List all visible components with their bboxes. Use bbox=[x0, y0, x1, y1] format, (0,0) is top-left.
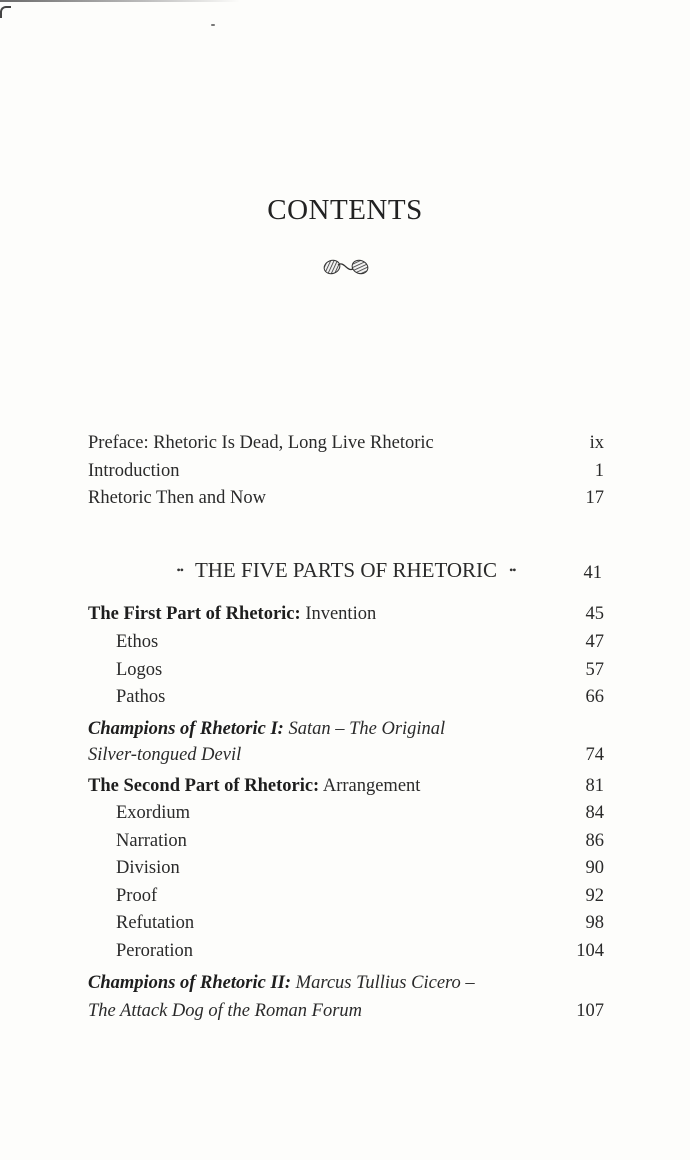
toc-subentry-pathos bbox=[116, 684, 604, 710]
toc-page-number: 81 bbox=[585, 776, 604, 796]
page-title: CONTENTS bbox=[267, 194, 423, 226]
toc-entry-title-line1 bbox=[88, 970, 475, 996]
toc-subentry-exordium bbox=[116, 800, 604, 826]
toc-page-number: 1 bbox=[594, 461, 604, 481]
toc-page-number: 45 bbox=[585, 604, 604, 624]
champion-label: Champions of Rhetoric I: bbox=[88, 719, 284, 739]
toc-subentry-division bbox=[116, 855, 604, 881]
toc-entry-title-line2: Silver-tongued Devil bbox=[88, 745, 242, 765]
toc-entry-title bbox=[88, 773, 420, 799]
toc-entry-title: Rhetoric Then and Now bbox=[88, 488, 266, 508]
toc-page-number: 84 bbox=[585, 803, 604, 823]
toc-entry-title: Peroration bbox=[116, 941, 194, 961]
champion-title: Marcus Tullius Cicero – bbox=[295, 973, 475, 993]
toc-entry-title-line2: The Attack Dog of the Roman Forum bbox=[88, 1001, 363, 1021]
part-label: The Second Part of Rhetoric: bbox=[88, 776, 320, 796]
toc-page-number: 86 bbox=[585, 831, 604, 851]
toc-entry-preface bbox=[88, 430, 604, 456]
toc-entry-title: Proof bbox=[116, 886, 158, 906]
toc-page-number: 90 bbox=[585, 858, 604, 878]
toc-subentry-ethos bbox=[116, 629, 604, 655]
part-title: Arrangement bbox=[322, 776, 421, 796]
toc-page-number: 107 bbox=[576, 1001, 604, 1021]
print-speck bbox=[211, 24, 215, 26]
toc-entry-first-part bbox=[88, 601, 604, 627]
toc-page-number: ix bbox=[589, 433, 604, 453]
toc-entry-then-and-now bbox=[88, 485, 604, 511]
toc-subentry-narration bbox=[116, 828, 604, 854]
toc-page-number: 57 bbox=[585, 660, 604, 680]
champion-title: Satan – The Original bbox=[288, 719, 446, 739]
toc-entry-champion-2 bbox=[88, 970, 604, 1026]
toc-page-number: 104 bbox=[576, 941, 604, 961]
toc-page-number: 17 bbox=[585, 488, 604, 508]
leaf-ornament-icon: •• bbox=[509, 563, 516, 577]
page-corner-mark bbox=[0, 6, 11, 18]
toc-entry-title: Ethos bbox=[116, 632, 159, 652]
part-heading-title: THE FIVE PARTS OF RHETORIC bbox=[194, 558, 498, 582]
toc-entry-title: Logos bbox=[116, 660, 163, 680]
part-label: The First Part of Rhetoric: bbox=[88, 604, 301, 624]
toc-entry-second-part bbox=[88, 773, 604, 799]
toc-entry-title: Narration bbox=[116, 831, 187, 851]
fleuron-icon bbox=[320, 256, 372, 278]
page-edge bbox=[0, 0, 240, 2]
toc-page-number: 98 bbox=[585, 913, 604, 933]
toc-entry-champion-1 bbox=[88, 716, 604, 772]
toc-page-number: 66 bbox=[585, 687, 604, 707]
toc-page-number: 92 bbox=[585, 886, 604, 906]
toc-entry-title: Introduction bbox=[88, 461, 180, 481]
toc-entry-title: Preface: Rhetoric Is Dead, Long Live Rhetoric bbox=[88, 433, 434, 453]
toc-entry-title: Division bbox=[116, 858, 180, 878]
part-title: Invention bbox=[305, 604, 377, 624]
toc-entry-title-line1 bbox=[88, 716, 445, 742]
toc-entry-title: Exordium bbox=[116, 803, 190, 823]
toc-entry-introduction bbox=[88, 458, 604, 484]
toc-subentry-peroration bbox=[116, 938, 604, 964]
toc-subentry-logos bbox=[116, 657, 604, 683]
leaf-ornament-icon: •• bbox=[176, 563, 183, 577]
toc-entry-title: Pathos bbox=[116, 687, 166, 707]
toc-page-number: 41 bbox=[583, 563, 602, 583]
toc-page-number: 47 bbox=[585, 632, 604, 652]
toc-entry-title: Refutation bbox=[116, 913, 195, 933]
toc-entry-title bbox=[88, 601, 376, 627]
part-heading bbox=[150, 556, 542, 584]
toc-subentry-refutation bbox=[116, 910, 604, 936]
toc-subentry-proof bbox=[116, 883, 604, 909]
toc-page-number: 74 bbox=[585, 745, 604, 765]
champion-label: Champions of Rhetoric II: bbox=[88, 973, 292, 993]
